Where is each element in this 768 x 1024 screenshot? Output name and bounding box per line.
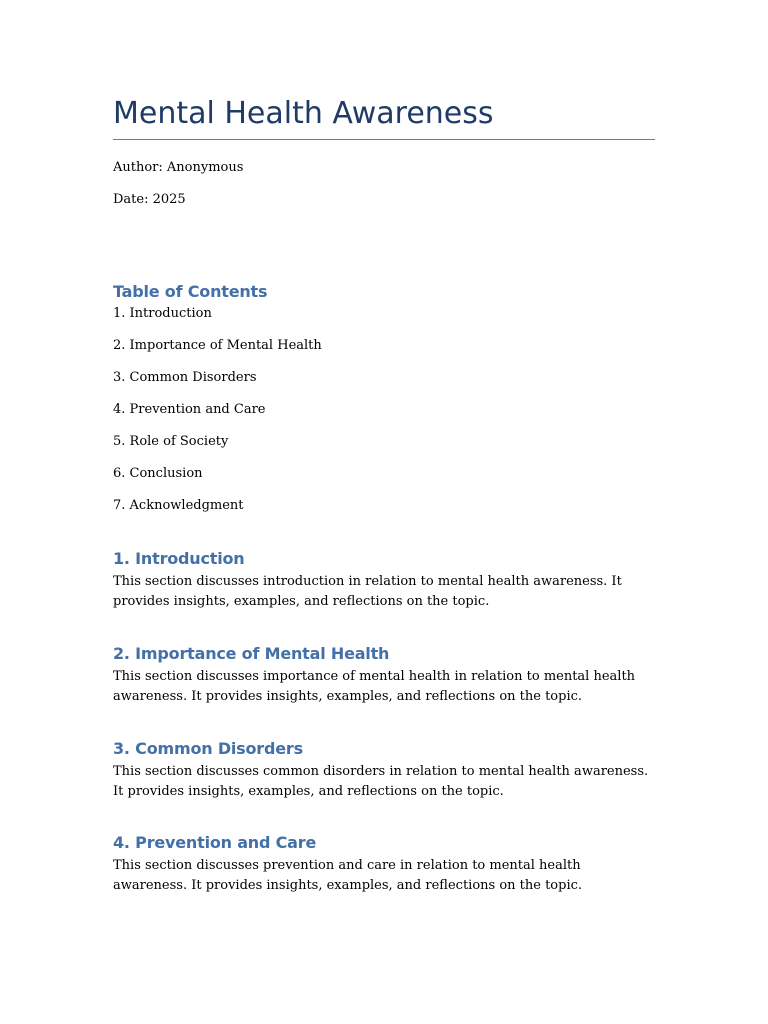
toc-item-importance: 2. Importance of Mental Health — [113, 338, 322, 353]
toc-heading: Table of Contents — [113, 282, 268, 301]
section-body-prevention: This section discusses prevention and care in relation to mental health awareness. It provides insights, examples, and reflections on the topic. — [113, 858, 583, 893]
toc-item-introduction: 1. Introduction — [113, 306, 212, 321]
table-of-contents — [113, 305, 322, 529]
toc-item-prevention: 4. Prevention and Care — [113, 402, 266, 417]
title-underline — [113, 139, 655, 140]
section-heading-common-disorders: 3. Common Disorders — [113, 739, 303, 758]
date-line: Date: 2025 — [113, 192, 186, 207]
author-line: Author: Anonymous — [113, 160, 244, 175]
toc-item-conclusion: 6. Conclusion — [113, 466, 203, 481]
section-body-importance: This section discusses importance of mental health in relation to mental health awareness. It provides insights, examples, and reflections on the topic. — [113, 669, 636, 704]
section-heading-prevention: 4. Prevention and Care — [113, 833, 317, 852]
section-body-introduction: This section discusses introduction in relation to mental health awareness. It provides insights, examples, and reflections on the topic. — [113, 574, 622, 609]
section-heading-introduction: 1. Introduction — [113, 549, 245, 568]
toc-item-acknowledgment: 7. Acknowledgment — [113, 498, 244, 513]
section-heading-importance: 2. Importance of Mental Health — [113, 644, 390, 663]
toc-item-common-disorders: 3. Common Disorders — [113, 370, 257, 385]
section-body-common-disorders: This section discusses common disorders in relation to mental health awareness. It provides insights, examples, and reflections on the topic. — [113, 764, 649, 799]
document-title: Mental Health Awareness — [113, 96, 494, 131]
toc-item-role-of-society: 5. Role of Society — [113, 434, 229, 449]
